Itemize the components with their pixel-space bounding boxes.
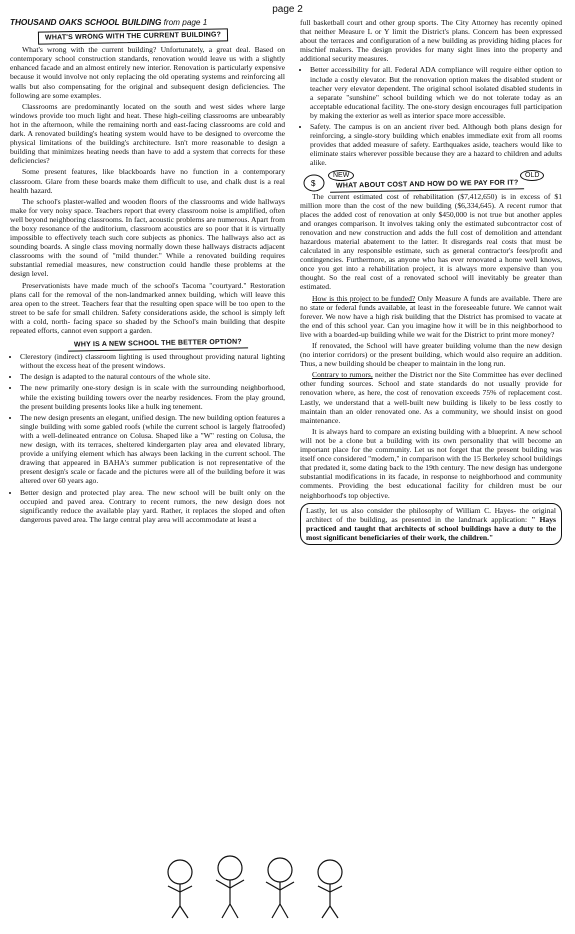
doodle-label-new: NEW xyxy=(328,170,354,181)
doodle-label-old: OLD xyxy=(520,170,544,181)
bullet-item: • Better design and protected play area. The new school will be built only on the occupied and paved area. Contrary to recent rumors, the new design does not significantly reduce the available play yard. Rather, it replaces the sloped and often dangerous paved area. The large central play area will accommodate at least a xyxy=(20,488,285,524)
quote-text: " Hays practiced and taught that architects of school buildings have a duty to the most significant beneficiaries of their work, the children." xyxy=(306,514,556,542)
rumors-body: neither the District nor the Site Committee has ever declined other funding sources. School and state standards do not usually provide for renovation where, as here, the cost of renovation exceeds 75% of replacement cost. Lastly, we understand that a well-built new building is likely to be less costly to maintain than an older renovated one. As a community, we should insist on good maintenance. xyxy=(300,370,562,425)
paragraph: The current estimated cost of rehabilitation ($7,412,650) is in excess of $1 million more than the cost of the new building ($6,334,645). A recent rumor that places the added cost of renovation at only $450,000 is not true but another apples and oranges comparison. It involves taking only the estimated subcontractor cost of renovation and new construction and adds the full cost of demolition and attendant hazardous material abatement to the latter. It disregards real costs that must be calculated in any responsible estimate, such as general contractor's fees/profit and contingencies. Furthermore, as anyone who has ever renovated a home well knows, once you get into a rehabilitation project, it is always more expensive than you thought. So the real cost of a renovated school will inevitably be greater than estimated. xyxy=(300,191,562,292)
funding-body: Only Measure A funds are available. There are no state or federal funds available, at least in the foreseeable future. We cannot wait forever. We now have a high risk building that the District has promised to vacate at the end of this school year. Can you imagine how it will be in this neighborhood to live with a boarded-up building while we wait for the District to print more money? xyxy=(300,293,562,339)
paragraph: Some present features, like blackboards have no function in a contemporary classroom. Glare from these boards make them difficult to use, and chalk dust is a real health hazard. xyxy=(10,167,285,195)
bullet-list xyxy=(10,352,285,524)
continued-from: from page 1 xyxy=(163,18,208,27)
paragraph-funding xyxy=(300,294,562,339)
paragraph: Classrooms are predominantly located on the south and west sides where large windows provide too much light and heat. These high-ceiling classrooms are unbearably hot in the afternoon, while the remaining north and east-facing classrooms are cold and dark. A renovated building's heating system would have to be designed to overcome the physical limitations of the building's architecture. Isn't more reasonable to design a building that minimizes heating needs than have to add a system that corrects for these deficiencies? xyxy=(10,101,285,166)
banner-cost: WHAT ABOUT COST AND HOW DO WE PAY FOR IT? xyxy=(330,177,525,192)
bullet-item: • Safety. The campus is on an ancient river bed. Although both plans design for reinforcing, a single-story building which enables immediate exit from all rooms provides that added measure of safety. Earthquakes aside, teachers would like to eliminate stairs wherever possible because they are a hazard to children and adults alike. xyxy=(310,122,562,167)
bullet-item: • Better accessibility for all. Federal ADA compliance will require either option to include a costly elevator. But the renovation option makes the disabled student or teacher very elevator dependent. The original school isolated disabled students in a separate "sunshine" school building which we do not tolerate today as an acceptable educational facility. The one-story design encourages full participation by making the exterior as well as interior space more accessible. xyxy=(310,65,562,120)
page-number: page 2 xyxy=(272,4,303,15)
paragraph: If renovated, the School will have greater building volume than the new design (no interior corridors) or the present building, which would also require an addition. Thus, a new building should be cheaper to maintain in the long run. xyxy=(300,341,562,369)
paragraph-rumors xyxy=(300,370,562,425)
bullet-item: • The new design presents an elegant, unified design. The new building option features a single building with some gabled roofs (while the current school is largely flatroofed) with a well-delineated entrance on Colusa. Shaped like a "W" resting on Colusa, the new design, with its terraces, sheltered kindergarten play area and elevated library, provide a unifying element which has always been lacking in the current school. The drawing that appeared in BAHA's summer publication is not representative of the present design's scale or facade and the pictures were all of the building before it was altered over 60 years ago. xyxy=(20,413,285,486)
bullet-item: • The new primarily one-story design is in scale with the surrounding neighborhood, while the existing building towers over the nearby residences. From the play ground, the present building presents looks like a hulk ing tenement. xyxy=(20,383,285,410)
cartoon-characters-doodle-icon xyxy=(150,842,360,922)
quote-box xyxy=(300,503,562,545)
bullet-item: • Clerestory (indirect) classroom lighting is used throughout providing natural lighting without the excess heat of the present windows. xyxy=(20,352,285,370)
paragraph: It is always hard to compare an existing building with a blueprint. A new school will not be a clone but a building with its own personality that will become an important place for the community. Let us not forget that the present building was itself once considered "modern," in comparison with the 15 Berkeley school buildings that predated it, some dating back to the 19th century. The new design has undergone substantial modifications in its facade, in response to neighborhood and community comments. Providing the best educational facility for children must be our neighborhood's top objective. xyxy=(300,426,562,500)
paragraph: full basketball court and other group sports. The City Attorney has recently opined that neither Measure L or Y limit the District's plans. Concern has been expressed about the terraces and configuration of a new building as providing hiding places for mischief makers. The design provides for many sight lines into the property and additional security measures. xyxy=(300,18,562,64)
rumors-lead: Contrary to rumors, xyxy=(312,370,373,380)
quote-intro: Lastly, let us also consider the philosophy of William C. Hayes- the original architect of the building, as presented in the landmark application: xyxy=(306,505,556,524)
left-column xyxy=(10,18,285,526)
bullet-item: • The design is adapted to the natural contours of the whole site. xyxy=(20,372,285,381)
paragraph: The school's plaster-walled and wooden floors of the classrooms and wide hallways make for very noisy space. Teachers report that every classroom noise is amplified, often well beyond neighboring classrooms. In fact, acoustic problems are numerous. Apart from the boxy resonance of the auditorium, classroom acoustics are so poor that it is virtually impossible to effectively teach such core subjects as phonics. The hallways also act as sounding boards. A single class moving normally down these hallways distracts adjacent classrooms with the sound of "mild thunder." While a renovated building requires substantial remedial measures, new construction could handle these problems at the design level. xyxy=(10,196,285,279)
cost-banner-row xyxy=(300,170,562,192)
funding-question: How is this project to be funded? xyxy=(312,293,416,303)
bullet-list xyxy=(300,65,562,167)
svg-text:$: $ xyxy=(311,178,316,188)
continued-header xyxy=(10,18,285,27)
article-title: THOUSAND OAKS SCHOOL BUILDING xyxy=(10,18,162,27)
banner-whats-wrong: WHAT'S WRONG WITH THE CURRENT BUILDING? xyxy=(38,28,228,44)
paragraph: What's wrong with the current building? Unfortunately, a great deal. Based on contemporary school construction standards, renovation would leave us with a slightly enhanced facade and an almost entirely new interior. Renovation is particularly expensive because it would involve not only replacing the old operating systems and reinforcing all walls but also compensating for the original and subsequent design deficiencies. The following are some examples. xyxy=(10,45,285,100)
right-column xyxy=(300,18,562,545)
banner-better-option: WHY IS A NEW SCHOOL THE BETTER OPTION? xyxy=(68,337,248,352)
paragraph: Preservationists have made much of the school's Tacoma "courtyard." Restoration plans call for the removal of the non-landmarked annex building, which will leave this area open to the street. Teachers fear that the resulting open space will be too open to the street to be safe for small children. Safety considerations aside, the school is simply left with a cold, north- facing space so shaded by the School's main building that despite repeated efforts, cannot even support a garden. xyxy=(10,280,285,335)
